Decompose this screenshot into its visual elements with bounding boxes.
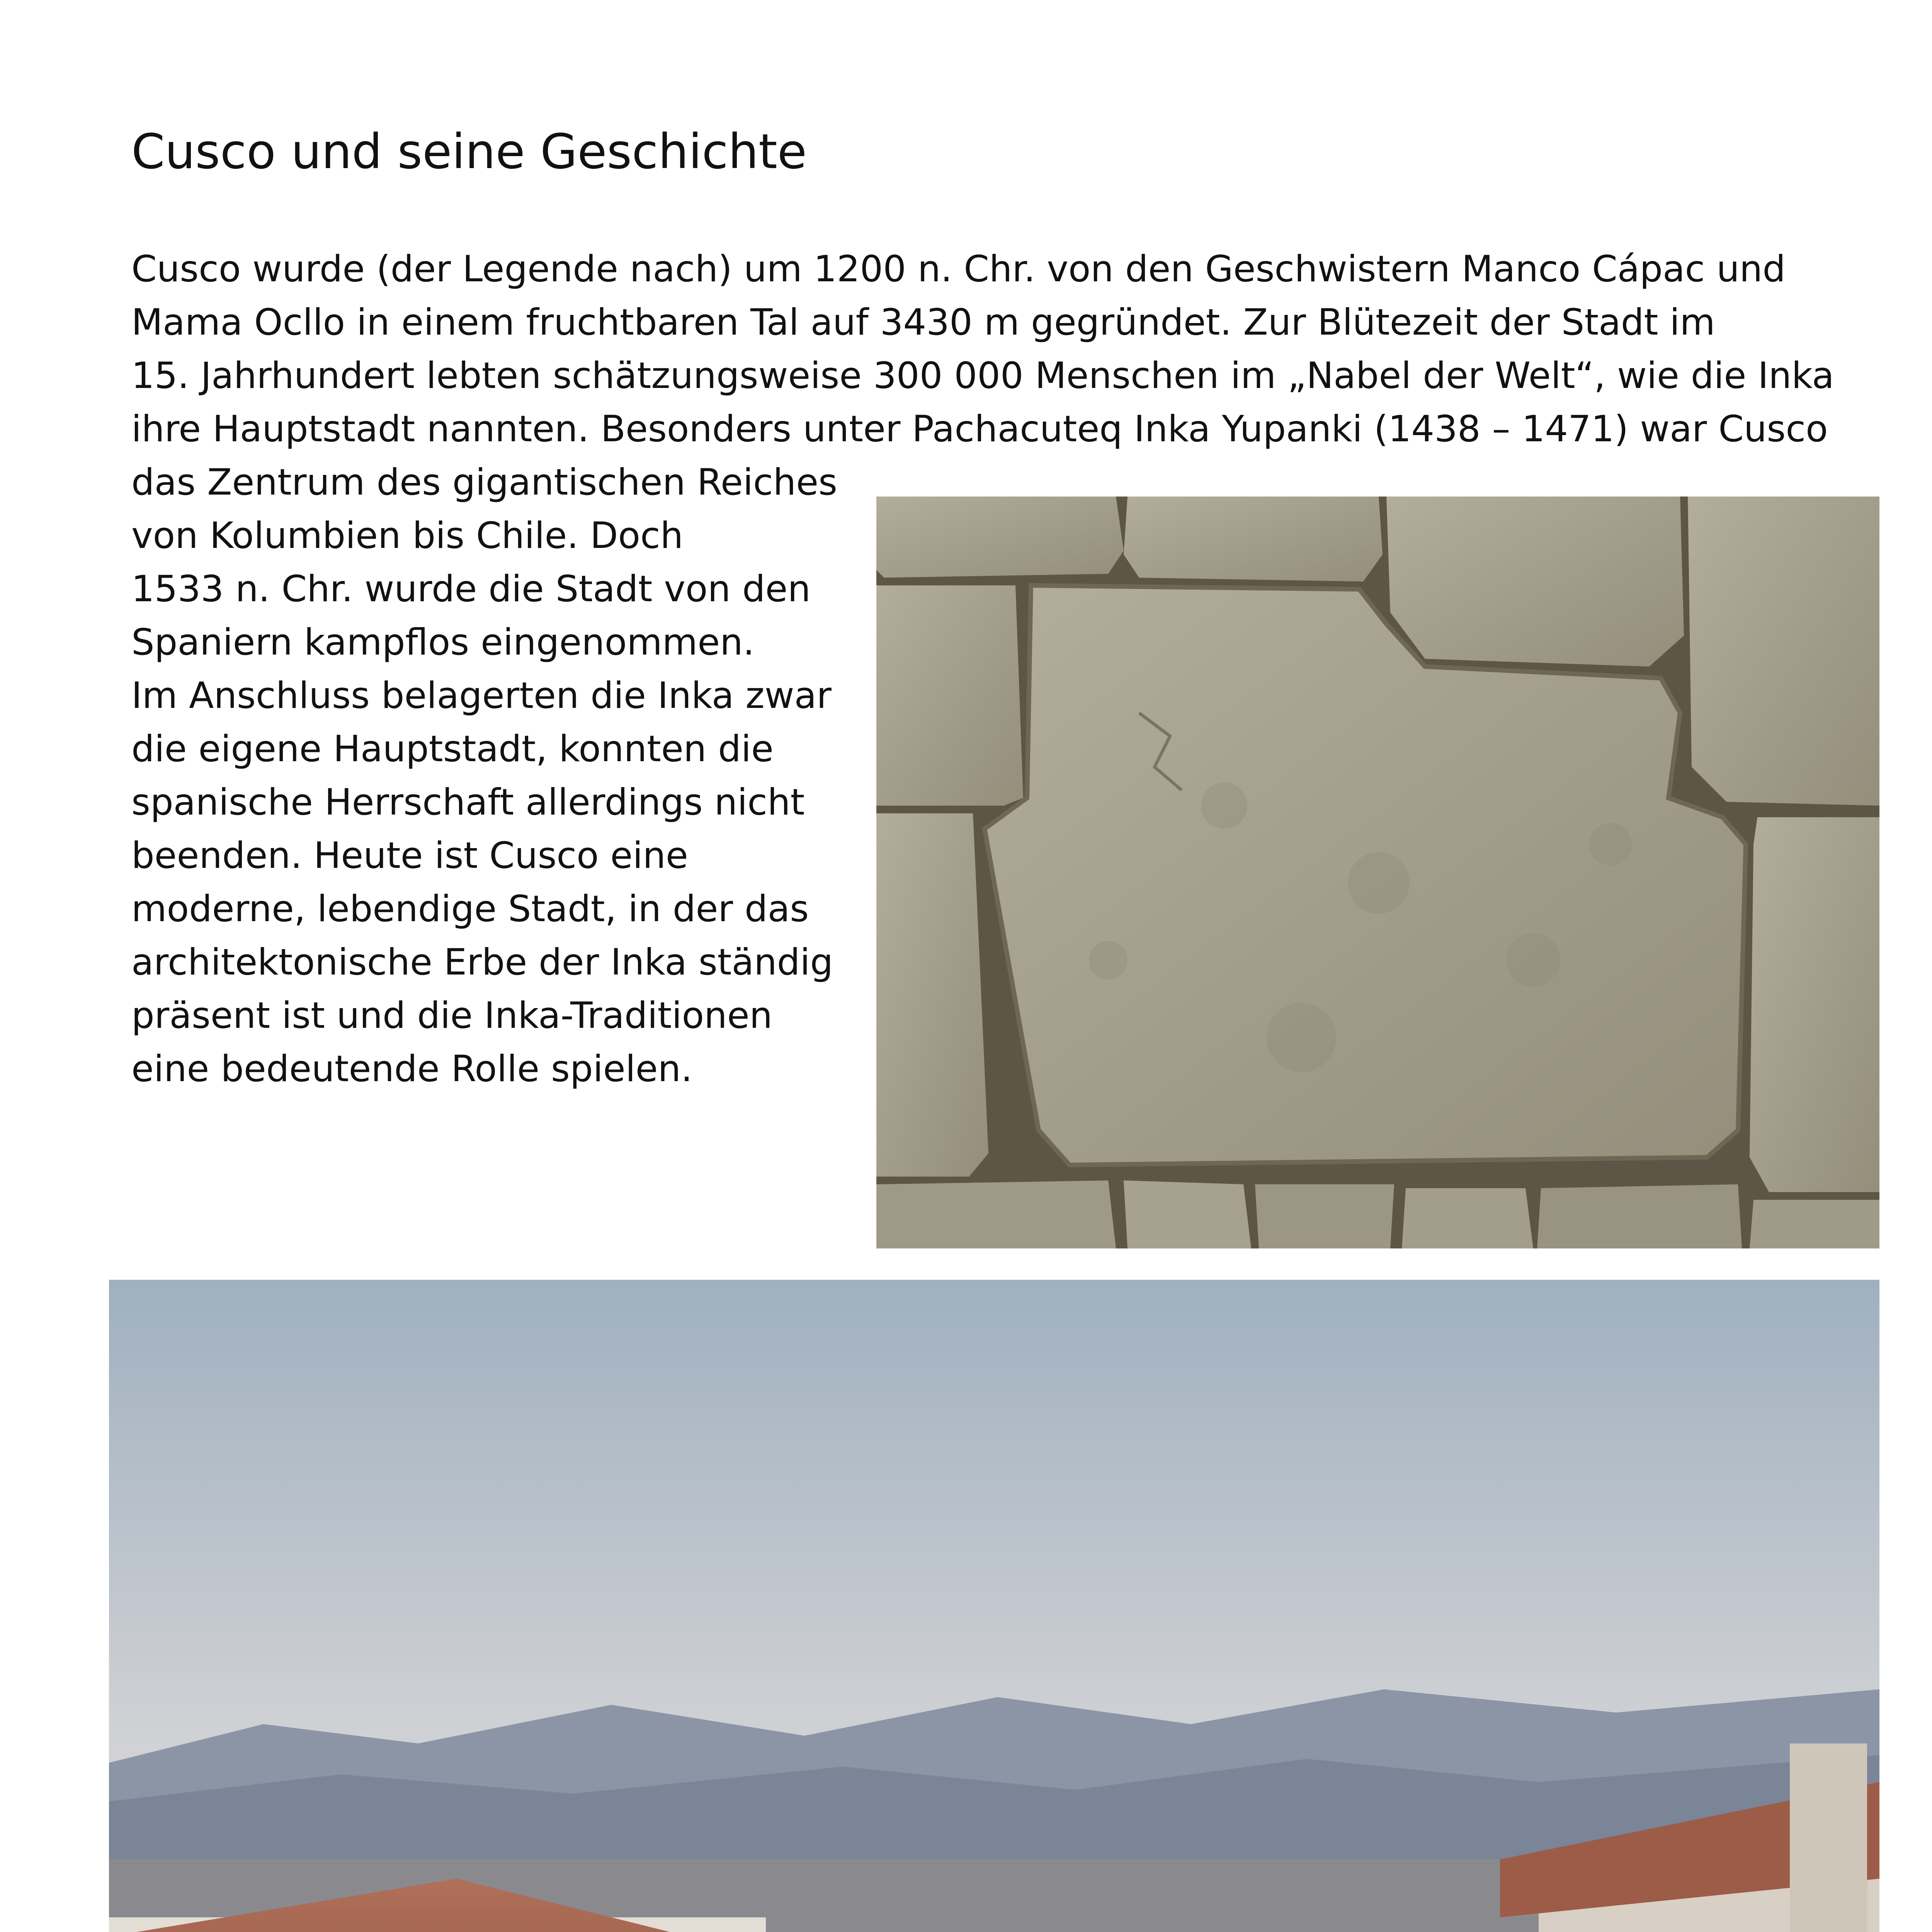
intro-paragraph (131, 243, 1901, 456)
page-title: Cusco und seine Geschichte (131, 124, 807, 180)
side-line: die eigene Hauptstadt, konnten die (131, 728, 774, 770)
intro-line: Cusco wurde (der Legende nach) um 1200 n. Chr. von den Geschwistern Manco Cápac und (131, 248, 1786, 290)
side-line: spanische Herrschaft allerdings nicht (131, 781, 805, 823)
cusco-rooftops-photo (109, 1280, 1879, 1932)
side-line: 1533 n. Chr. wurde die Stadt von den (131, 568, 811, 610)
side-line: beenden. Heute ist Cusco eine (131, 835, 688, 877)
inca-stone-wall-photo (876, 497, 1879, 1248)
side-line: Spaniern kampflos eingenommen. (131, 621, 755, 663)
side-line: präsent ist und die Inka-Traditionen (131, 995, 773, 1037)
side-line: moderne, lebendige Stadt, in der das (131, 888, 809, 930)
side-paragraph (131, 456, 866, 1096)
cusco-rooftops-image (109, 1280, 1879, 1932)
side-line: von Kolumbien bis Chile. Doch (131, 515, 684, 557)
intro-line: 15. Jahrhundert lebten schätzungsweise 300 000 Menschen im „Nabel der Welt“, wie die Inka (131, 355, 1834, 397)
side-line: das Zentrum des gigantischen Reiches (131, 461, 838, 503)
side-line: architektonische Erbe der Inka ständig (131, 941, 833, 983)
intro-line: Mama Ocllo in einem fruchtbaren Tal auf 3430 m gegründet. Zur Blütezeit der Stadt im (131, 301, 1715, 344)
inca-stone-wall-image (876, 497, 1879, 1248)
side-line: Im Anschluss belagerten die Inka zwar (131, 675, 832, 717)
intro-line: ihre Hauptstadt nannten. Besonders unter Pachacuteq Inka Yupanki (1438 – 1471) war Cusco (131, 408, 1828, 450)
side-line: eine bedeutende Rolle spielen. (131, 1048, 692, 1090)
